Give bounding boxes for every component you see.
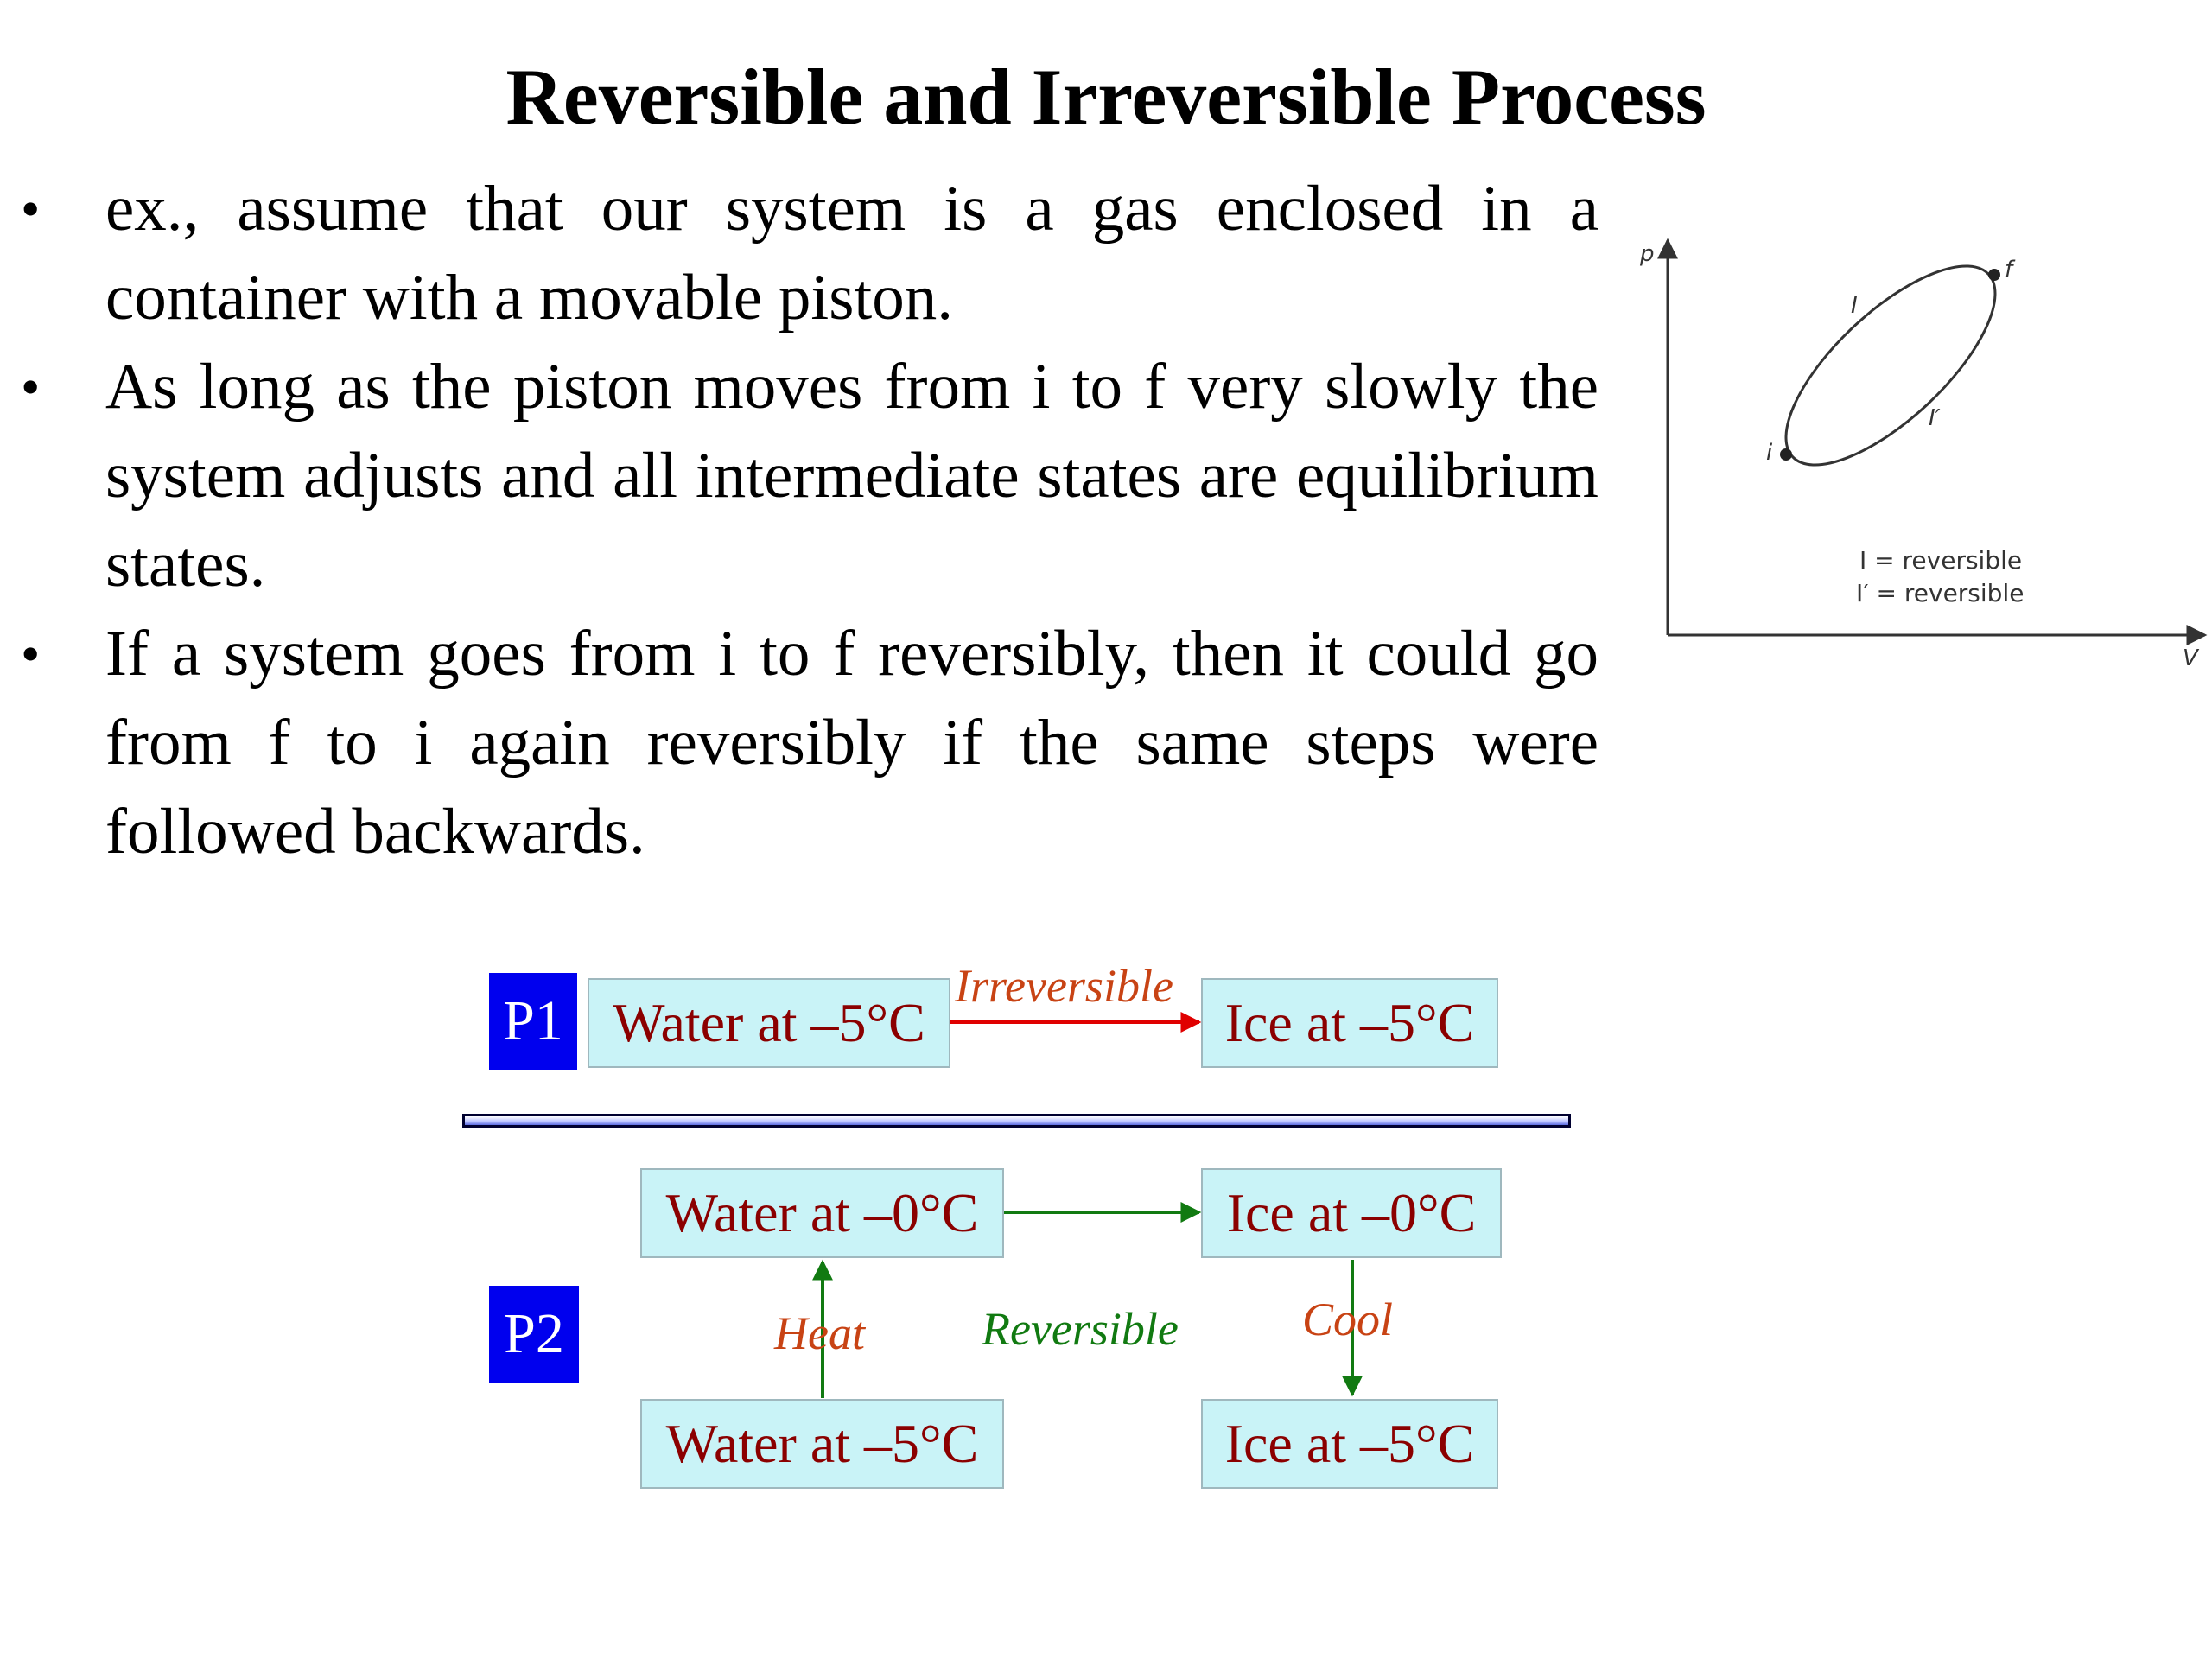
legend-line-2: I′ = reversible xyxy=(1856,579,2024,607)
reversible-label: Reversible xyxy=(982,1303,1179,1355)
path-lower-label: I′ xyxy=(1929,405,1941,431)
p-axis-label: p xyxy=(1640,241,1655,267)
p2-water-0-box: Water at –0°C xyxy=(640,1168,1004,1258)
legend-line-1: I = reversible xyxy=(1859,546,2023,575)
process-1-label: P1 xyxy=(489,973,577,1070)
bullet-text: ex., assume that our system is a gas enclosed in a container with a movable piston. xyxy=(105,173,1599,334)
bullet-text: If a system goes from i to f reversibly, then it could go from f to i again reversibly if the same steps were followed backwards. xyxy=(105,618,1599,868)
bullet-text: As long as the piston moves from i to f very slowly the system adjusts and all intermediate states are equilibrium states. xyxy=(105,351,1599,601)
p2-ice-5-box: Ice at –5°C xyxy=(1201,1399,1498,1489)
point-f-label: f xyxy=(2005,257,2013,283)
irreversible-label: Irreversible xyxy=(955,960,1173,1012)
path-upper-label: I xyxy=(1851,293,1858,319)
bullet-marker: • xyxy=(21,623,41,684)
p1-ice-box: Ice at –5°C xyxy=(1201,978,1498,1068)
bullet-marker: • xyxy=(21,356,41,417)
slide-title: Reversible and Irreversible Process xyxy=(505,53,1707,141)
point-i-label: i xyxy=(1766,440,1773,466)
p2-water-5-box: Water at –5°C xyxy=(640,1399,1004,1489)
process-2-label: P2 xyxy=(489,1286,579,1382)
cool-label: Cool xyxy=(1302,1294,1394,1345)
p2-ice-0-box: Ice at –0°C xyxy=(1201,1168,1502,1258)
v-axis-label: V xyxy=(2183,645,2198,671)
heat-label: Heat xyxy=(774,1307,865,1359)
divider-bar xyxy=(462,1114,1571,1128)
bullet-marker: • xyxy=(21,178,41,239)
p1-water-box: Water at –5°C xyxy=(588,978,950,1068)
